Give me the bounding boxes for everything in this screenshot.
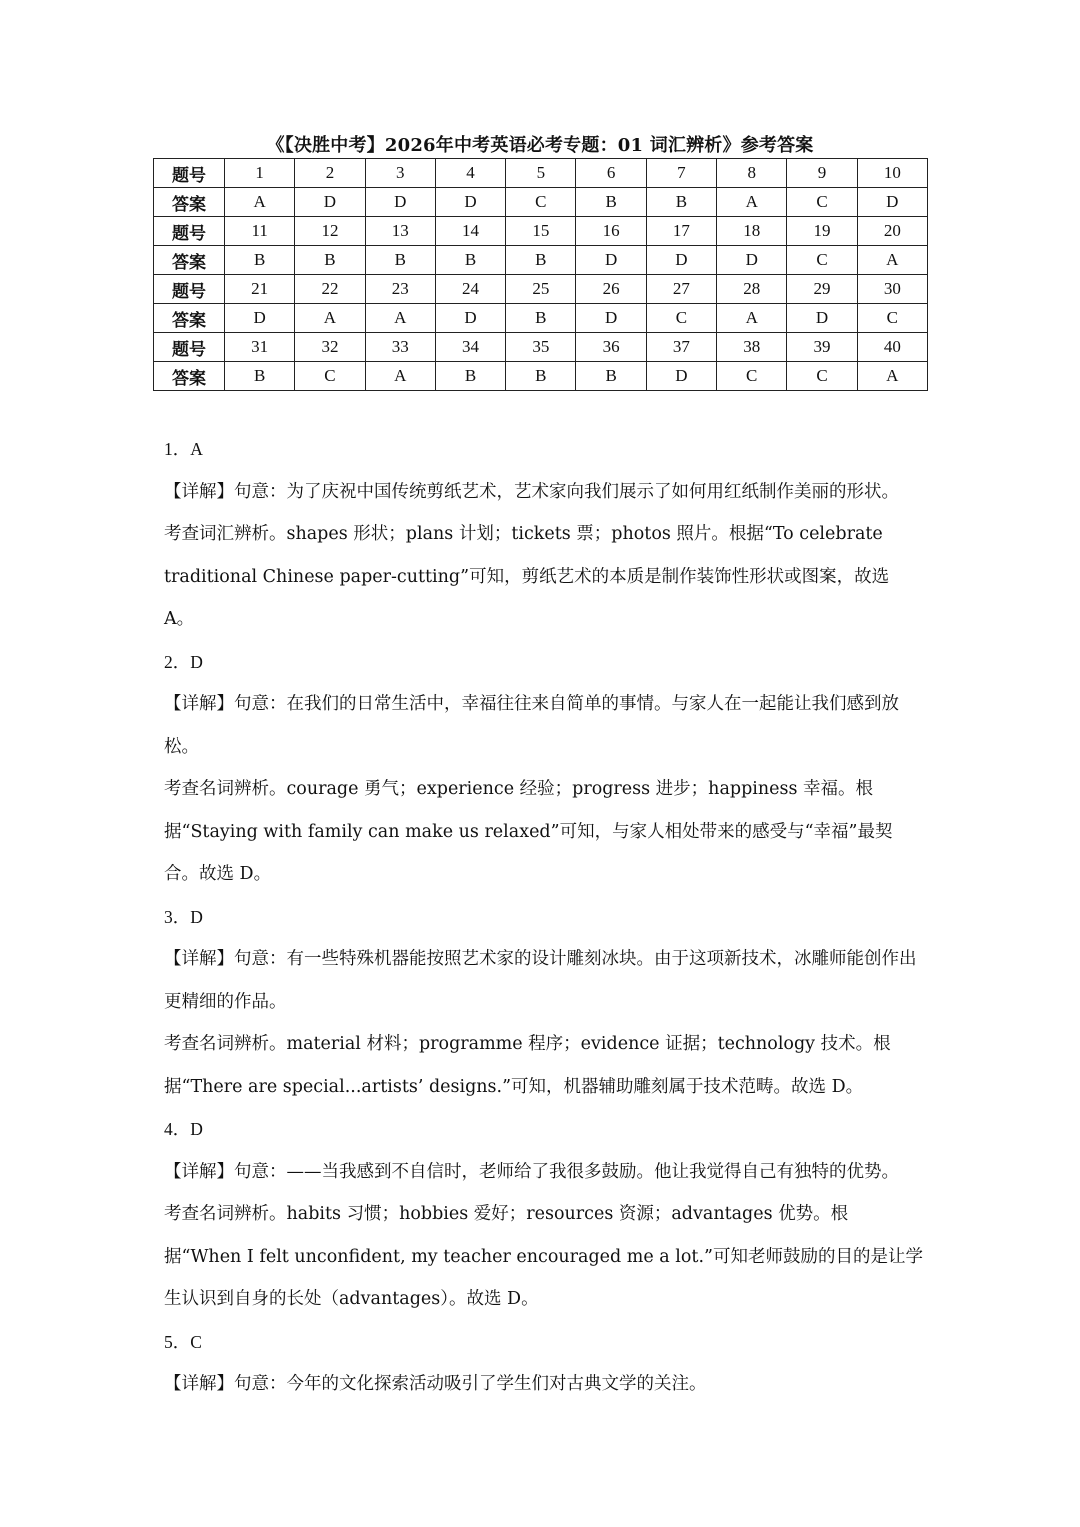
question-number-cell: 40	[857, 333, 927, 362]
question-number-cell: 39	[787, 333, 857, 362]
question-number-cell: 25	[506, 275, 576, 304]
question-number-cell: 3	[365, 159, 435, 188]
question-number-cell: 7	[646, 159, 716, 188]
question-number-cell: 37	[646, 333, 716, 362]
answer-cell: B	[225, 362, 295, 391]
answer-cell: D	[646, 362, 716, 391]
row-label-answer: 答案	[154, 362, 225, 391]
answer-cell: B	[506, 362, 576, 391]
question-heading: 2．D	[164, 651, 203, 672]
answer-cell: C	[295, 362, 365, 391]
answer-cell: D	[576, 246, 646, 275]
question-detail: 【详解】句意：在我们的日常生活中，幸福往往来自简单的事情。与家人在一起能让我们感到放松。	[164, 694, 899, 757]
answer-cell: B	[435, 246, 505, 275]
answer-cell: D	[787, 304, 857, 333]
question-heading: 3．D	[164, 906, 203, 927]
question-number-row	[154, 217, 928, 246]
question-number-cell: 12	[295, 217, 365, 246]
row-label-number: 题号	[154, 159, 225, 188]
question-number-cell: 23	[365, 275, 435, 304]
question-heading: 1．A	[164, 439, 203, 459]
question-number-cell: 34	[435, 333, 505, 362]
answer-row	[154, 304, 928, 333]
question-number-cell: 33	[365, 333, 435, 362]
answer-cell: B	[576, 188, 646, 217]
answer-cell: B	[295, 246, 365, 275]
question-number-cell: 38	[717, 333, 787, 362]
question-number-cell: 11	[225, 217, 295, 246]
answer-cell: D	[646, 246, 716, 275]
question-number-cell: 27	[646, 275, 716, 304]
question-number-cell: 13	[365, 217, 435, 246]
answer-cell: B	[646, 188, 716, 217]
answer-cell: D	[225, 304, 295, 333]
answer-cell: B	[576, 362, 646, 391]
question-analysis: 考查名词辨析。habits 习惯；hobbies 爱好；resources 资源；advantages 优势。根据“When I felt unconfident, my teacher encouraged me a lot.”可知老师鼓励的目的是让学生认识到自身的长处（advantages）。故选 D。	[164, 1204, 923, 1309]
answer-cell: A	[225, 188, 295, 217]
answer-cell: D	[365, 188, 435, 217]
question-number-cell: 1	[225, 159, 295, 188]
answer-cell: C	[787, 188, 857, 217]
answer-cell: C	[857, 304, 927, 333]
row-label-number: 题号	[154, 275, 225, 304]
question-number-cell: 8	[717, 159, 787, 188]
question-number-cell: 17	[646, 217, 716, 246]
answer-cell: A	[365, 304, 435, 333]
answer-cell: D	[576, 304, 646, 333]
answer-row	[154, 188, 928, 217]
question-number-cell: 35	[506, 333, 576, 362]
question-number-cell: 6	[576, 159, 646, 188]
answer-cell: C	[787, 362, 857, 391]
answer-cell: D	[435, 304, 505, 333]
answer-cell: A	[295, 304, 365, 333]
question-detail: 【详解】句意：有一些特殊机器能按照艺术家的设计雕刻冰块。由于这项新技术，冰雕师能创作出更精细的作品。	[164, 949, 917, 1012]
answer-cell: B	[506, 246, 576, 275]
row-label-answer: 答案	[154, 188, 225, 217]
question-number-cell: 5	[506, 159, 576, 188]
question-number-cell: 28	[717, 275, 787, 304]
question-number-cell: 10	[857, 159, 927, 188]
question-analysis: 考查名词辨析。material 材料；programme 程序；evidence 证据；technology 技术。根据“There are special...artists’ designs.”可知，机器辅助雕刻属于技术范畴。故选 D。	[164, 1034, 891, 1097]
answer-cell: D	[717, 246, 787, 275]
question-number-cell: 18	[717, 217, 787, 246]
question-detail: 【详解】句意：今年的文化探索活动吸引了学生们对古典文学的关注。	[164, 1374, 707, 1394]
question-number-cell: 20	[857, 217, 927, 246]
answer-cell: C	[506, 188, 576, 217]
question-detail: 【详解】句意：为了庆祝中国传统剪纸艺术，艺术家向我们展示了如何用红纸制作美丽的形状。	[164, 481, 899, 502]
question-number-cell: 31	[225, 333, 295, 362]
answer-cell: B	[365, 246, 435, 275]
row-label-number: 题号	[154, 333, 225, 362]
question-number-cell: 22	[295, 275, 365, 304]
question-number-cell: 29	[787, 275, 857, 304]
row-label-answer: 答案	[154, 304, 225, 333]
answer-row	[154, 362, 928, 391]
answer-row	[154, 246, 928, 275]
question-number-row	[154, 333, 928, 362]
question-number-cell: 16	[576, 217, 646, 246]
question-heading: 5．C	[164, 1331, 202, 1352]
question-number-cell: 26	[576, 275, 646, 304]
question-number-cell: 30	[857, 275, 927, 304]
answer-cell: A	[717, 188, 787, 217]
answer-cell: D	[295, 188, 365, 217]
document-title: 《【决胜中考】2026年中考英语必考专题：01 词汇辨析》参考答案	[266, 135, 814, 156]
question-heading: 4．D	[164, 1119, 203, 1139]
question-analysis: 考查词汇辨析。shapes 形状；plans 计划；tickets 票；photos 照片。根据“To celebrate traditional Chinese paper-cutting”可知，剪纸艺术的本质是制作装饰性形状或图案，故选 A。	[164, 524, 890, 629]
question-number-cell: 36	[576, 333, 646, 362]
answer-cell: C	[787, 246, 857, 275]
answer-cell: C	[646, 304, 716, 333]
question-number-cell: 15	[506, 217, 576, 246]
question-number-row	[154, 159, 928, 188]
question-number-cell: 21	[225, 275, 295, 304]
question-number-cell: 24	[435, 275, 505, 304]
row-label-answer: 答案	[154, 246, 225, 275]
question-number-cell: 4	[435, 159, 505, 188]
answer-cell: D	[857, 188, 927, 217]
question-analysis: 考查名词辨析。courage 勇气；experience 经验；progress 进步；happiness 幸福。根据“Staying with family can make us relaxed”可知，与家人相处带来的感受与“幸福”最契合。故选 D。	[164, 779, 893, 884]
answer-cell: A	[717, 304, 787, 333]
answer-table	[153, 158, 928, 391]
answer-cell: B	[506, 304, 576, 333]
question-number-cell: 2	[295, 159, 365, 188]
answer-cell: A	[857, 246, 927, 275]
question-number-cell: 32	[295, 333, 365, 362]
answer-cell: B	[225, 246, 295, 275]
answer-cell: A	[365, 362, 435, 391]
question-number-cell: 9	[787, 159, 857, 188]
row-label-number: 题号	[154, 217, 225, 246]
question-detail: 【详解】句意：——当我感到不自信时，老师给了我很多鼓励。他让我觉得自己有独特的优势。	[164, 1161, 899, 1182]
question-number-cell: 14	[435, 217, 505, 246]
answer-cell: D	[435, 188, 505, 217]
answer-cell: A	[857, 362, 927, 391]
question-number-row	[154, 275, 928, 304]
question-number-cell: 19	[787, 217, 857, 246]
answer-cell: B	[435, 362, 505, 391]
answer-cell: C	[717, 362, 787, 391]
explanations	[164, 428, 924, 1406]
